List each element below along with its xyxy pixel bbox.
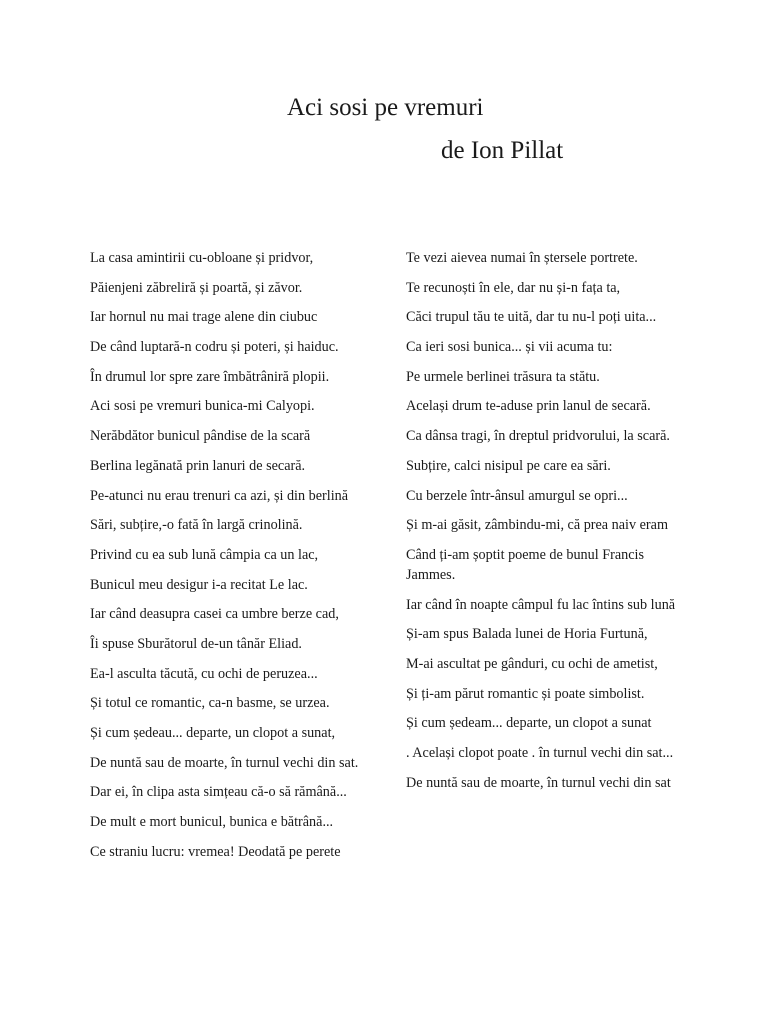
verse-line: Berlina legănată prin lanuri de secară.	[90, 457, 306, 474]
verse-line: M-ai ascultat pe gânduri, cu ochi de ametist,	[406, 655, 658, 672]
verse-line: Și-am spus Balada lunei de Horia Furtună,	[406, 626, 648, 643]
verse-line: În drumul lor spre zare îmbătrâniră plopii.	[90, 368, 330, 385]
verse-line: De nuntă sau de moarte, în turnul vechi din sat	[406, 774, 671, 791]
verse-line: Păienjeni zăbreliră și poartă, și zăvor.	[90, 279, 303, 296]
verse-line: Ea-l asculta tăcută, cu ochi de peruzea...	[90, 665, 318, 682]
verse-line: Căci trupul tău te uită, dar tu nu-l poți uita...	[406, 309, 657, 326]
verse-line: Pe-atunci nu erau trenuri ca azi, și din berlină	[90, 487, 349, 504]
verse-line: Îi spuse Sburătorul de-un tânăr Eliad.	[90, 635, 302, 652]
verse-line: Aci sosi pe vremuri bunica-mi Calyopi.	[90, 398, 315, 415]
verse-line: La casa amintirii cu-obloane și pridvor,	[90, 250, 314, 266]
right-column-stanza	[406, 248, 678, 802]
verse-line: Subțire, calci nisipul pe care ea sări.	[406, 457, 611, 474]
verse-line: . Același clopot poate . în turnul vechi din sat...	[406, 745, 674, 761]
verse-line: Și m-ai găsit, zâmbindu-mi, că prea naiv eram	[406, 517, 668, 534]
verse-line: Iar când deasupra casei ca umbre berze cad,	[90, 606, 339, 623]
verse-line: Sări, subțire,-o fată în largă crinolină.	[90, 517, 303, 534]
verse-line: Dar ei, în clipa asta simțeau că-o să rămână...	[90, 784, 347, 801]
verse-line: Același drum te-aduse prin lanul de secară.	[406, 398, 651, 415]
verse-line: Iar hornul nu mai trage alene din ciubuc	[90, 309, 318, 326]
verse-line: Și cum ședeam... departe, un clopot a sunat	[406, 715, 652, 732]
verse-line: Cu berzele într-ânsul amurgul se opri...	[406, 487, 628, 504]
verse-line: Bunicul meu desigur i-a recitat Le lac.	[90, 576, 308, 593]
left-column-stanza	[90, 248, 375, 871]
poem-author: de Ion Pillat	[441, 137, 564, 164]
verse-line: Ce straniu lucru: vremea! Deodată pe perete	[90, 843, 341, 860]
verse-line: Te recunoști în ele, dar nu și-n fața ta,	[406, 279, 621, 296]
poem-title: Aci sosi pe vremuri	[287, 94, 484, 121]
verse-line: Te vezi aievea numai în ștersele portrete.	[406, 250, 638, 266]
verse-line: Și totul ce romantic, ca-n basme, se urzea.	[90, 695, 330, 712]
verse-line: Nerăbdător bunicul pândise de la scară	[90, 428, 311, 445]
verse-line: Privind cu ea sub lună câmpia ca un lac,	[90, 546, 319, 563]
verse-line: De mult e mort bunicul, bunica e bătrână...	[90, 814, 334, 831]
verse-line: Ca ieri sosi bunica... și vii acuma tu:	[406, 339, 613, 356]
verse-line: Și ți-am părut romantic și poate simbolist.	[406, 685, 645, 702]
verse-line: Când ți-am șoptit poeme de bunul Francis Jammes.	[406, 546, 644, 583]
verse-line: De nuntă sau de moarte, în turnul vechi din sat.	[90, 754, 359, 771]
verse-line: De când luptară-n codru și poteri, și haiduc.	[90, 339, 339, 356]
verse-line: Și cum ședeau... departe, un clopot a sunat,	[90, 725, 336, 741]
verse-line: Iar când în noapte câmpul fu lac întins sub lună	[406, 596, 676, 613]
verse-line: Pe urmele berlinei trăsura ta stătu.	[406, 368, 600, 385]
verse-line: Ca dânsa tragi, în dreptul pridvorului, la scară.	[406, 428, 670, 445]
